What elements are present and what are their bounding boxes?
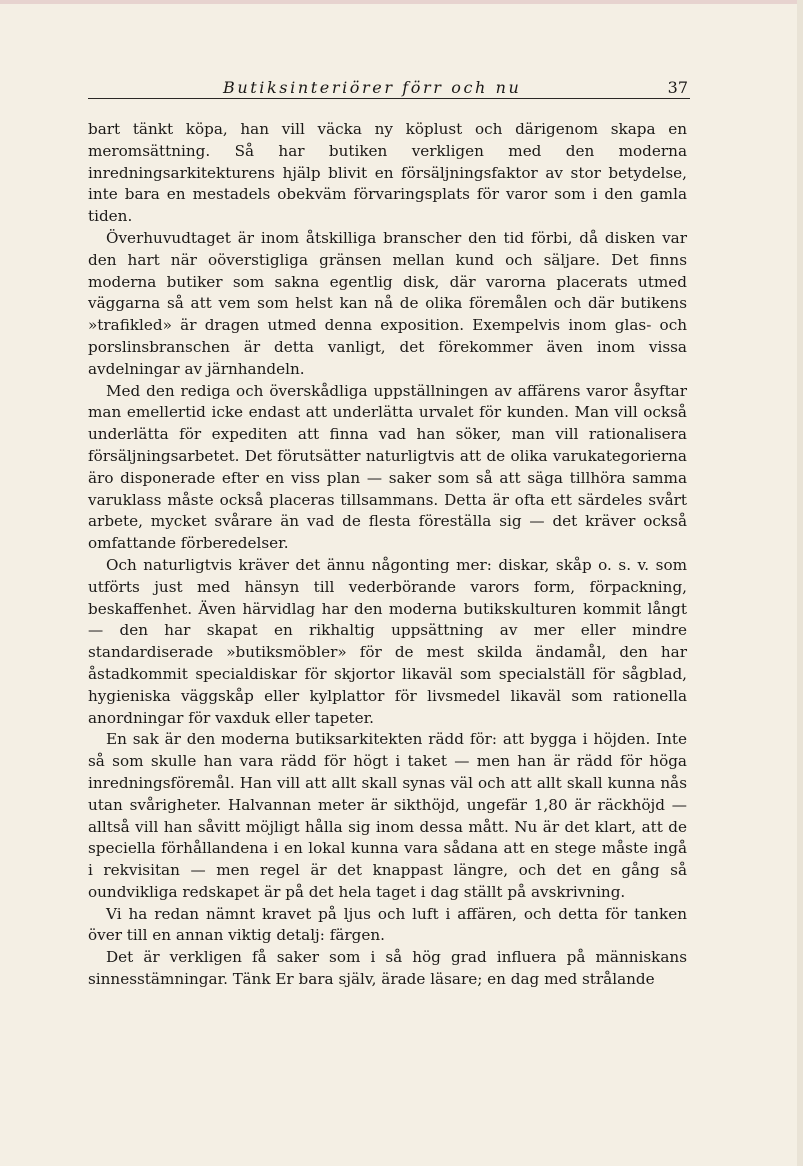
running-header — [88, 78, 690, 99]
body-text — [88, 119, 687, 991]
paragraph-5: En sak är den moderna butiksarkitekten rädd för: att bygga i höjden. Inte så som skulle han vara rädd för högt i taket — men han är rädd för höga inredningsföremål. Han vill att allt skall synas väl och att allt skall kunna nås utan svårigheter. Halvannan meter är sikthöjd, ungefär 1,80 är räckhöjd — alltså vill han såvitt möjligt hålla sig inom dessa mått. Nu är det klart, att de speciella förhållandena i en lokal kunna vara sådana att en stege måste ingå i rekvisitan — men regel är det knappast längre, och det en gång så oundvikliga redskapet är på det hela taget i dag ställt på avskrivning. — [88, 730, 687, 901]
paragraph-2: Överhuvudtaget är inom åtskilliga branscher den tid förbi, då disken var den hart när oöverstigliga gränsen mellan kund och säljare. Det finns moderna butiker som sakna egentlig disk, där varorna placerats utmed väggarna så att vem som helst kan nå de olika föremålen och där butikens »trafikled» är dragen utmed denna exposition. Exempelvis inom glas- och porslinsbranschen är detta vanligt, det förekommer även inom vissa avdelningar av järnhandeln. — [88, 228, 687, 378]
running-title: Butiksinteriörer förr och nu — [223, 78, 522, 97]
paragraph-1: bart tänkt köpa, han vill väcka ny köplust och därigenom skapa en meromsättning. Så har butiken verkligen med den moderna inredningsarkitekturens hjälp blivit en försäljningsfaktor av stor betydelse, inte bara en mestadels obekväm förvaringsplats för varor som i den gamla tiden. — [88, 120, 687, 226]
paragraph-6: Vi ha redan nämnt kravet på ljus och luft i affären, och detta för tanken över till en annan viktig detalj: färgen. — [88, 904, 687, 945]
page-top-edge — [0, 0, 803, 4]
page-number: 37 — [667, 78, 688, 97]
page-right-edge — [797, 0, 803, 1166]
paragraph-7: Det är verkligen få saker som i så hög grad influera på människans sinnesstämningar. Tänk Er bara själv, ärade läsare; en dag med strålande — [88, 948, 687, 989]
paragraph-4: Och naturligtvis kräver det ännu någonting mer: diskar, skåp o. s. v. som utförts just med hänsyn till vederbörande varors form, förpackning, beskaffenhet. Även härvidlag har den moderna butikskulturen kommit långt — den har skapat en rikhaltig uppsättning av mer eller mindre standardiserade »butiksmöbler» för de mest skilda ändamål, den har åstadkommit specialdiskar för skjortor likaväl som specialställ för sågblad, hygieniska väggskåp eller kylplattor för livsmedel likaväl som rationella anordningar för vaxduk eller tapeter. — [88, 555, 687, 727]
paragraph-3: Med den rediga och överskådliga uppställningen av affärens varor åsyftar man emellertid icke endast att underlätta urvalet för kunden. Man vill också underlätta för expediten att finna vad han söker, man vill rationalisera försäljningsarbetet. Det förutsätter naturligtvis att de olika varukategorierna äro disponerade efter en viss plan — saker som så att säga tillhöra samma varuklass måste också placeras tillsammans. Detta är ofta ett särdeles svårt arbete, mycket svårare än vad de flesta föreställa sig — det kräver också omfattande förberedelser. — [88, 381, 687, 553]
